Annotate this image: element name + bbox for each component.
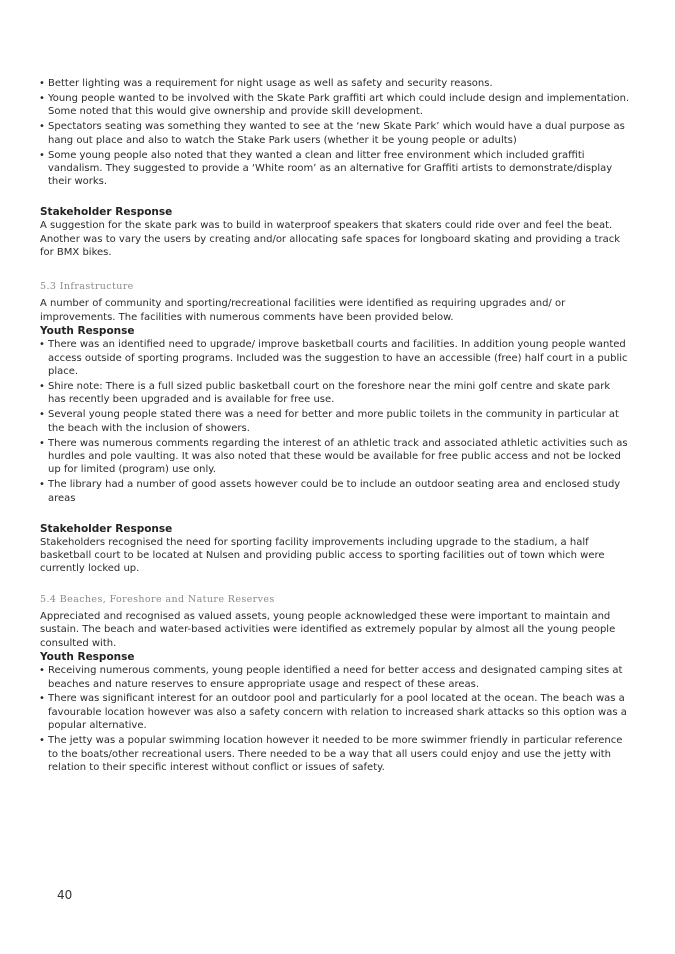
- stakeholder-response-text: Stakeholders recognised the need for sporting facility improvements including upgrade to the stadium, a half basketball court to be located at Nulsen and providing public access to sporting facilities out of town which were currently locked up.: [40, 536, 605, 575]
- page-number: 40: [57, 888, 73, 902]
- list-item: • Shire note: There is a full sized public basketball court on the foreshore near the mini golf centre and skate park has recently been upgraded and is available for free use.: [40, 380, 630, 407]
- list-item: • There was significant interest for an outdoor pool and particularly for a pool located at the ocean. The beach was a favourable location however was also a safety concern with relation to increased shark attacks so this option was a popular alternative.: [40, 692, 630, 732]
- infrastructure-bullet-list: [40, 338, 630, 505]
- list-item: • Several young people stated there was a need for better and more public toilets in the community in particular at the beach with the inclusion of showers.: [40, 408, 630, 435]
- list-item: • Spectators seating was something they wanted to see at the ‘new Skate Park’ which would have a dual purpose as hang out place and also to watch the Stake Park users (whether it be young people or adults): [40, 120, 630, 147]
- infrastructure-intro: A number of community and sporting/recreational facilities were identified as requiring upgrades and/ or improvements. The facilities with numerous comments have been provided below.: [40, 298, 566, 323]
- section-title-infrastructure: 5.3 Infrastructure: [40, 281, 134, 293]
- list-item: • Young people wanted to be involved with the Skate Park graffiti art which could include design and implementation. Some noted that this would give ownership and provide skill development.: [40, 92, 630, 119]
- stakeholder-response-heading: Stakeholder Response: [40, 206, 173, 219]
- list-item: • The library had a number of good assets however could be to include an outdoor seating area and enclosed study areas: [40, 478, 630, 505]
- youth-response-heading: Youth Response: [40, 651, 135, 664]
- beaches-intro: Appreciated and recognised as valued assets, young people acknowledged these were important to maintain and sustain. The beach and water-based activities were identified as extremely popular by almost all the young people consulted with.: [40, 610, 616, 649]
- list-item: • Better lighting was a requirement for night usage as well as safety and security reasons.: [40, 77, 630, 90]
- stakeholder-response-text: A suggestion for the skate park was to build in waterproof speakers that skaters could ride over and feel the beat. Another was to vary the users by creating and/or allocating safe spaces for longboard skating and providing a track for BMX bikes.: [40, 220, 621, 259]
- list-item: • There was an identified need to upgrade/ improve basketball courts and facilities. In addition young people wanted access outside of sporting programs. Included was the suggestion to have an accessible (free) half court in a public place.: [40, 338, 630, 378]
- section-title-beaches: 5.4 Beaches, Foreshore and Nature Reserves: [40, 593, 275, 605]
- list-item: • Some young people also noted that they wanted a clean and litter free environment which included graffiti vandalism. They suggested to provide a ‘White room’ as an alternative for Graffiti artists to demonstrate/display their works.: [40, 149, 630, 189]
- list-item: • Receiving numerous comments, young people identified a need for better access and designated camping sites at beaches and nature reserves to ensure appropriate usage and respect of these areas.: [40, 664, 630, 691]
- list-item: • There was numerous comments regarding the interest of an athletic track and associated athletic activities such as hurdles and pole vaulting. It was also noted that these would be available for free public access and not be locked up for limited (program) use only.: [40, 437, 630, 477]
- youth-response-heading: Youth Response: [40, 325, 135, 338]
- top-bullet-list: [40, 77, 630, 189]
- list-item: • The jetty was a popular swimming location however it needed to be more swimmer friendly in particular reference to the boats/other recreational users. There needed to be a way that all users could enjoy and use the jetty with relation to their specific interest without conflict or issues of safety.: [40, 734, 630, 774]
- document-page: [40, 77, 630, 776]
- beaches-bullet-list: [40, 664, 630, 774]
- stakeholder-response-heading: Stakeholder Response: [40, 522, 173, 535]
